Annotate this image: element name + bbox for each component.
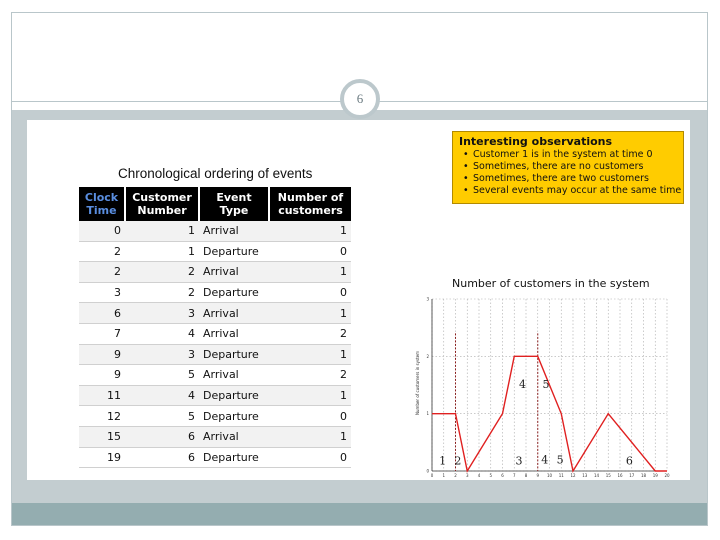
x-tick-label: 20 [664, 473, 670, 478]
header-customer-line2: Number [137, 204, 187, 217]
table-row [79, 221, 351, 241]
table-row [79, 406, 351, 427]
observations-title: Interesting observations [459, 135, 613, 148]
table-title: Chronological ordering of events [118, 166, 313, 181]
cell-clock-time: 7 [79, 323, 125, 344]
cell-number-of-customers: 0 [269, 282, 351, 303]
observations-box [452, 131, 684, 204]
table-row [79, 262, 351, 283]
y-tick-label: 1 [426, 411, 429, 417]
chart-annotation: 5 [542, 377, 550, 391]
chart-annotation: 3 [515, 454, 523, 468]
cell-number-of-customers: 2 [269, 365, 351, 386]
cell-customer-number: 2 [125, 282, 199, 303]
header-clock-time [79, 187, 125, 221]
cell-clock-time: 15 [79, 426, 125, 447]
header-clock-line1: Clock [84, 191, 119, 204]
x-tick-label: 14 [593, 473, 600, 478]
customers-chart [412, 268, 674, 480]
observation-item: • Sometimes, there are two customers [473, 173, 677, 185]
y-tick-label: 2 [426, 353, 429, 359]
x-tick-label: 5 [489, 473, 493, 478]
cell-number-of-customers: 1 [269, 262, 351, 283]
cell-customer-number: 1 [125, 221, 199, 241]
table-row [79, 365, 351, 386]
footer-band [12, 503, 707, 525]
cell-event-type: Arrival [199, 365, 269, 386]
cell-customer-number: 3 [125, 344, 199, 365]
x-tick-label: 9 [536, 473, 540, 478]
y-tick-label: 0 [426, 468, 429, 474]
cell-clock-time: 0 [79, 221, 125, 241]
x-tick-label: 18 [640, 473, 647, 478]
cell-customer-number: 5 [125, 365, 199, 386]
cell-number-of-customers: 1 [269, 303, 351, 324]
observations-list [459, 149, 682, 197]
cell-clock-time: 12 [79, 406, 125, 427]
cell-event-type: Arrival [199, 262, 269, 283]
cell-event-type: Arrival [199, 426, 269, 447]
chart-annotation: 1 [439, 454, 447, 468]
header-number-of-customers [269, 187, 351, 221]
header-event-type [199, 187, 269, 221]
x-tick-label: 19 [652, 473, 658, 478]
cell-customer-number: 5 [125, 406, 199, 427]
header-count-line1: Number of [277, 191, 344, 204]
header-clock-line2: Time [86, 204, 117, 217]
x-tick-label: 0 [430, 473, 434, 478]
cell-event-type: Departure [199, 282, 269, 303]
x-tick-label: 3 [465, 473, 469, 478]
cell-clock-time: 19 [79, 447, 125, 468]
header-event-line1: Event [216, 191, 252, 204]
header-count-line2: customers [278, 204, 343, 217]
x-tick-label: 6 [501, 473, 504, 478]
x-tick-label: 13 [582, 473, 588, 478]
cell-event-type: Arrival [199, 303, 269, 324]
observation-item: • Customer 1 is in the system at time 0 [473, 149, 677, 161]
chart-annotations [439, 378, 633, 468]
cell-clock-time: 2 [79, 241, 125, 262]
cell-event-type: Departure [199, 385, 269, 406]
cell-customer-number: 6 [125, 447, 199, 468]
chart-ylabel: Number of customers in system [415, 350, 420, 416]
cell-clock-time: 2 [79, 262, 125, 283]
events-table [79, 187, 351, 468]
table-row [79, 447, 351, 468]
cell-number-of-customers: 0 [269, 406, 351, 427]
header-event-line2: Type [219, 204, 249, 217]
table-row [79, 344, 351, 365]
cell-number-of-customers: 1 [269, 221, 351, 241]
cell-number-of-customers: 1 [269, 385, 351, 406]
chart-annotation: 4 [541, 453, 549, 467]
x-tick-label: 2 [454, 473, 457, 478]
cell-clock-time: 3 [79, 282, 125, 303]
cell-number-of-customers: 1 [269, 344, 351, 365]
cell-event-type: Departure [199, 344, 269, 365]
y-tick-label: 3 [426, 296, 429, 302]
chart-title: Number of customers in the system [452, 277, 650, 290]
cell-customer-number: 3 [125, 303, 199, 324]
cell-event-type: Departure [199, 241, 269, 262]
x-tick-label: 17 [629, 473, 635, 478]
cell-number-of-customers: 0 [269, 241, 351, 262]
chart-annotation: 5 [556, 453, 564, 467]
x-tick-label: 11 [558, 473, 564, 478]
table-row [79, 303, 351, 324]
header-customer-line1: Customer [132, 191, 192, 204]
cell-event-type: Arrival [199, 221, 269, 241]
cell-customer-number: 1 [125, 241, 199, 262]
x-tick-label: 12 [570, 473, 576, 478]
table-header-row [79, 187, 351, 221]
cell-clock-time: 6 [79, 303, 125, 324]
cell-number-of-customers: 2 [269, 323, 351, 344]
table-row [79, 323, 351, 344]
observation-item: • Sometimes, there are no customers [473, 161, 677, 173]
cell-clock-time: 9 [79, 365, 125, 386]
cell-customer-number: 4 [125, 385, 199, 406]
cell-number-of-customers: 1 [269, 426, 351, 447]
chart-annotation: 4 [518, 377, 526, 391]
cell-event-type: Departure [199, 406, 269, 427]
header-customer-number [125, 187, 199, 221]
x-tick-label: 8 [524, 473, 528, 478]
chart-annotation: 6 [625, 454, 633, 468]
cell-number-of-customers: 0 [269, 447, 351, 468]
observation-item: • Several events may occur at the same time [473, 185, 677, 197]
cell-clock-time: 11 [79, 385, 125, 406]
cell-customer-number: 4 [125, 323, 199, 344]
x-tick-label: 7 [512, 473, 516, 478]
cell-event-type: Arrival [199, 323, 269, 344]
slide-number-badge [340, 79, 380, 119]
table-row [79, 282, 351, 303]
table-row [79, 241, 351, 262]
x-tick-label: 10 [546, 473, 553, 478]
cell-customer-number: 2 [125, 262, 199, 283]
x-tick-label: 15 [605, 473, 611, 478]
slide-number: 6 [356, 91, 364, 106]
x-tick-label: 1 [442, 473, 446, 478]
x-tick-label: 4 [477, 473, 481, 478]
chart-annotation: 2 [454, 454, 462, 468]
table-row [79, 385, 351, 406]
cell-customer-number: 6 [125, 426, 199, 447]
x-tick-label: 16 [617, 473, 623, 478]
cell-event-type: Departure [199, 447, 269, 468]
table-row [79, 426, 351, 447]
cell-clock-time: 9 [79, 344, 125, 365]
